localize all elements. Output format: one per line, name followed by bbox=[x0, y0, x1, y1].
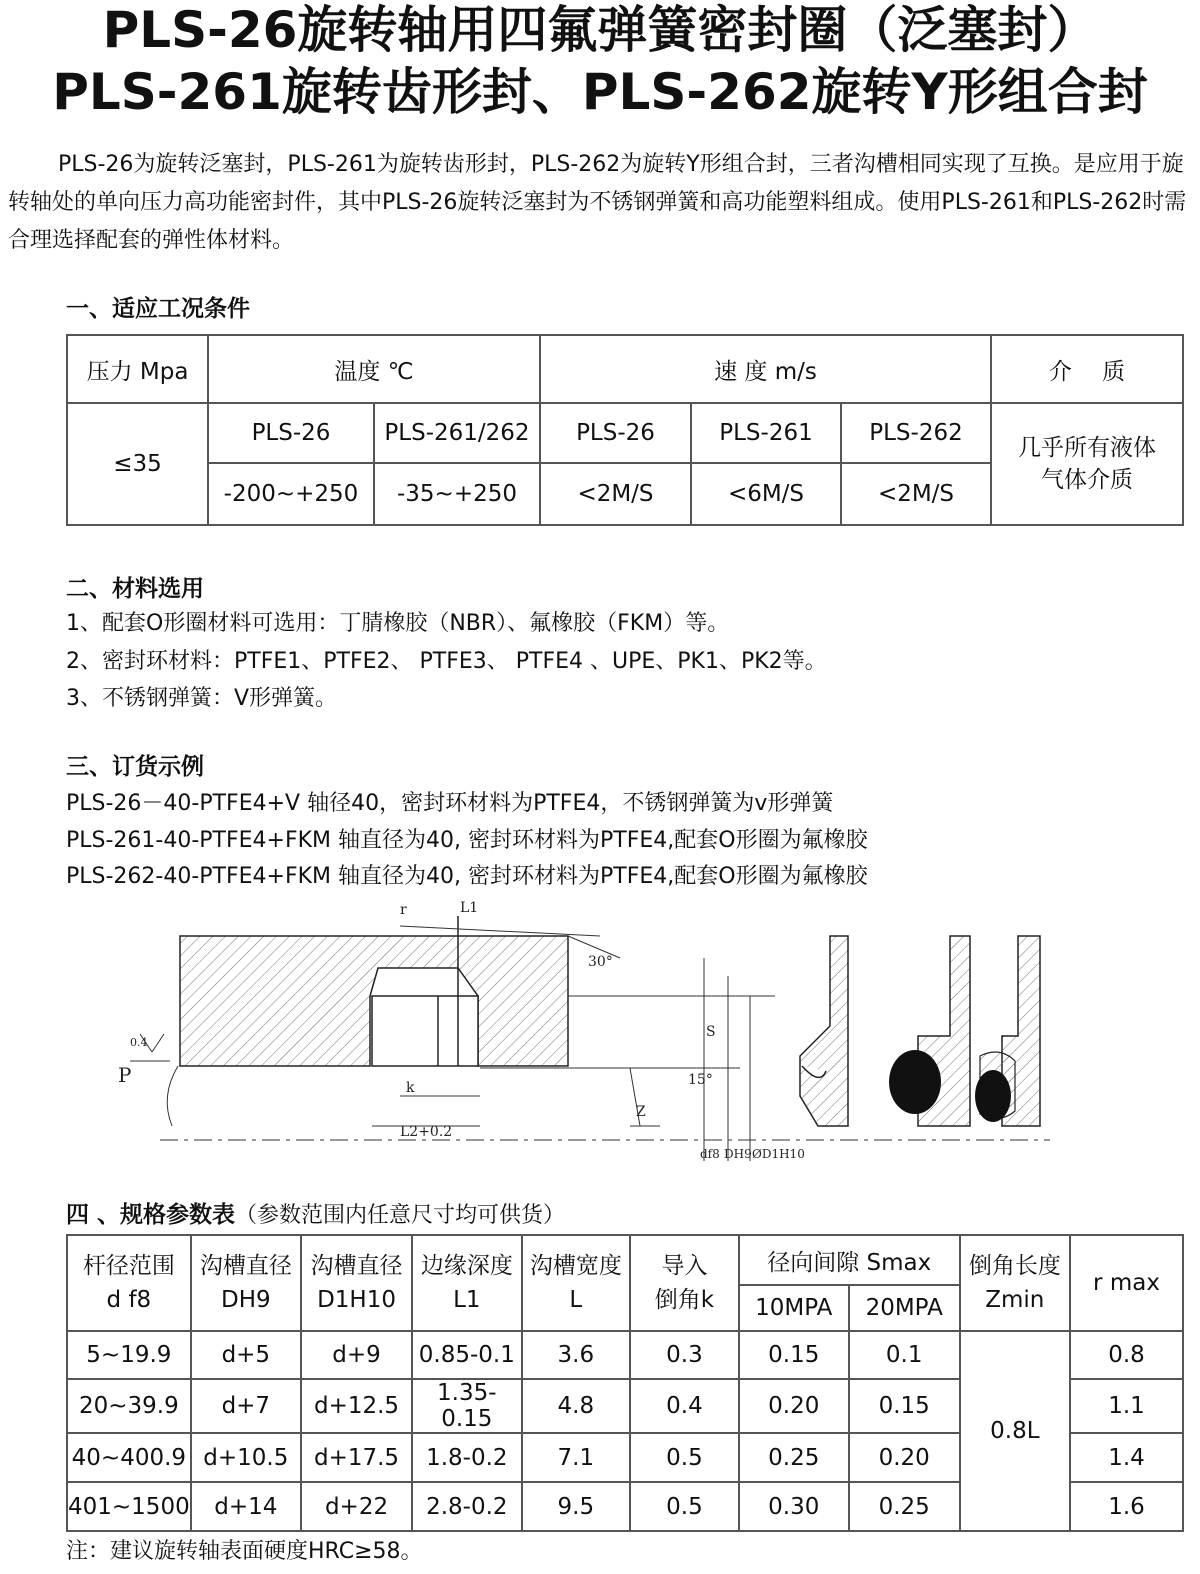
header-speed: 速 度 m/s bbox=[540, 335, 991, 403]
cell-L: 3.6 bbox=[522, 1331, 631, 1379]
spec-header-D1-2: D1H10 bbox=[317, 1287, 396, 1313]
label-r: r bbox=[400, 902, 407, 918]
cell-d: 20~39.9 bbox=[67, 1379, 191, 1433]
label-P: P bbox=[118, 1063, 132, 1087]
label-k: k bbox=[406, 1080, 415, 1096]
spec-header-k-2: 倒角k bbox=[654, 1287, 715, 1313]
spec-header-L bbox=[522, 1235, 631, 1331]
medium-line2: 气体介质 bbox=[1041, 467, 1133, 493]
speed-val-3: <2M/S bbox=[841, 463, 991, 525]
cell-k: 0.4 bbox=[630, 1379, 739, 1433]
section4-note: （参数范围内任意尺寸均可供货） bbox=[235, 1203, 566, 1228]
cell-L: 7.1 bbox=[522, 1433, 631, 1482]
groove-diagram bbox=[100, 896, 1080, 1166]
spec-header-L-1: 沟槽宽度 bbox=[529, 1253, 622, 1279]
cell-D1: d+9 bbox=[301, 1331, 412, 1379]
order-line-1: PLS-26－40-PTFE4+V 轴径40，密封环材料为PTFE4，不锈钢弹簧为v形弹簧 bbox=[66, 791, 834, 816]
order-line-2: PLS-261-40-PTFE4+FKM 轴直径为40, 密封环材料为PTFE4,配套O形圈为氟橡胶 bbox=[66, 828, 868, 853]
section1-heading: 一、适应工况条件 bbox=[66, 296, 250, 322]
speed-val-2: <6M/S bbox=[691, 463, 841, 525]
pressure-value: ≤35 bbox=[67, 403, 208, 525]
cell-D1: d+17.5 bbox=[301, 1433, 412, 1482]
section4-heading bbox=[66, 1196, 565, 1229]
temp-col-2: PLS-261/262 bbox=[374, 403, 540, 463]
label-angle15: 15° bbox=[688, 1072, 713, 1088]
spec-header-D-2: DH9 bbox=[221, 1287, 271, 1313]
spec-header-L1-1: 边缘深度 bbox=[420, 1253, 513, 1279]
label-L2: L2+0.2 bbox=[400, 1124, 453, 1140]
cell-s20: 0.1 bbox=[849, 1331, 960, 1379]
cell-rmax: 1.6 bbox=[1070, 1482, 1183, 1531]
label-L1: L1 bbox=[460, 900, 479, 916]
cell-D: d+10.5 bbox=[191, 1433, 301, 1482]
cell-L1: 1.35-0.15 bbox=[412, 1379, 521, 1433]
label-S: S bbox=[706, 1024, 716, 1040]
page-title-line1: PLS-26旋转轴用四氟弹簧密封圈（泛塞封） bbox=[102, 1, 1098, 59]
cell-D1: d+12.5 bbox=[301, 1379, 412, 1433]
section4-title: 四 、规格参数表 bbox=[66, 1202, 236, 1228]
cell-s10: 0.25 bbox=[739, 1433, 849, 1482]
spec-header-d-2: d f8 bbox=[106, 1287, 152, 1313]
cell-rmax: 1.1 bbox=[1070, 1379, 1183, 1433]
spec-header-D bbox=[191, 1235, 301, 1331]
conditions-table bbox=[66, 334, 1184, 526]
cell-D: d+7 bbox=[191, 1379, 301, 1433]
intro-paragraph bbox=[8, 146, 1190, 260]
spec-header-radial: 径向间隙 Smax bbox=[739, 1235, 960, 1285]
spec-header-D1 bbox=[301, 1235, 412, 1331]
spec-header-20mpa: 20MPA bbox=[849, 1285, 960, 1331]
cell-s20: 0.15 bbox=[849, 1379, 960, 1433]
spec-header-d bbox=[67, 1235, 191, 1331]
page-title-line2: PLS-261旋转齿形封、PLS-262旋转Y形组合封 bbox=[52, 63, 1148, 121]
spec-header-L1 bbox=[412, 1235, 521, 1331]
spec-table bbox=[66, 1234, 1184, 1532]
spec-header-D-1: 沟槽直径 bbox=[199, 1253, 292, 1279]
speed-col-2: PLS-261 bbox=[691, 403, 841, 463]
intro-text: PLS-26为旋转泛塞封，PLS-261为旋转齿形封，PLS-262为旋转Y形组合封，三者沟槽相同实现了互换。是应用于旋转轴处的单向压力高功能密封件，其中PLS-26旋转泛塞封为不锈钢弹簧和高功能塑料组成。使用PLS-261和PLS-262时需合理选择配套的弹性体材料。 bbox=[8, 152, 1187, 253]
header-medium: 介 质 bbox=[991, 335, 1183, 403]
cell-d: 5~19.9 bbox=[67, 1331, 191, 1379]
label-roughness: 0.4 bbox=[130, 1036, 148, 1049]
cell-L1: 1.8-0.2 bbox=[412, 1433, 521, 1482]
header-pressure: 压力 Mpa bbox=[67, 335, 208, 403]
cell-s20: 0.20 bbox=[849, 1433, 960, 1482]
cell-k: 0.3 bbox=[630, 1331, 739, 1379]
seal-profile-2 bbox=[889, 936, 970, 1126]
cell-d: 401~1500 bbox=[67, 1482, 191, 1531]
cell-k: 0.5 bbox=[630, 1482, 739, 1531]
cell-L: 9.5 bbox=[522, 1482, 631, 1531]
spec-header-rmax: r max bbox=[1070, 1235, 1183, 1331]
temp-val-1: -200~+250 bbox=[208, 463, 374, 525]
label-Z: Z bbox=[636, 1104, 646, 1120]
spec-header-D1-1: 沟槽直径 bbox=[310, 1253, 403, 1279]
cell-k: 0.5 bbox=[630, 1433, 739, 1482]
spec-header-d-1: 杆径范围 bbox=[82, 1253, 175, 1279]
footnote: 注：建议旋转轴表面硬度HRC≥58。 bbox=[66, 1539, 423, 1564]
temp-val-2: -35~+250 bbox=[374, 463, 540, 525]
cell-s20: 0.25 bbox=[849, 1482, 960, 1531]
header-temperature: 温度 ℃ bbox=[208, 335, 540, 403]
seal-profile-1 bbox=[800, 936, 848, 1126]
spec-header-L-2: L bbox=[569, 1287, 583, 1313]
material-line-2: 2、密封环材料：PTFE1、PTFE2、 PTFE3、 PTFE4 、UPE、PK1、PK2等。 bbox=[66, 649, 827, 674]
spec-row bbox=[67, 1331, 1183, 1379]
temp-col-1: PLS-26 bbox=[208, 403, 374, 463]
cell-s10: 0.15 bbox=[739, 1331, 849, 1379]
cell-s10: 0.20 bbox=[739, 1379, 849, 1433]
spec-header-zmin bbox=[960, 1235, 1070, 1331]
speed-col-1: PLS-26 bbox=[540, 403, 691, 463]
cell-L1: 0.85-0.1 bbox=[412, 1331, 521, 1379]
spec-header-k bbox=[630, 1235, 739, 1331]
cell-D1: d+22 bbox=[301, 1482, 412, 1531]
cell-L1: 2.8-0.2 bbox=[412, 1482, 521, 1531]
spec-header-zmin-1: 倒角长度 bbox=[968, 1253, 1061, 1279]
medium-value bbox=[991, 403, 1183, 525]
speed-col-3: PLS-262 bbox=[841, 403, 991, 463]
order-line-3: PLS-262-40-PTFE4+FKM 轴直径为40, 密封环材料为PTFE4,配套O形圈为氟橡胶 bbox=[66, 864, 868, 889]
material-line-3: 3、不锈钢弹簧：V形弹簧。 bbox=[66, 686, 338, 711]
cell-zmin: 0.8L bbox=[960, 1331, 1070, 1531]
spec-header-zmin-2: Zmin bbox=[985, 1287, 1045, 1313]
label-df8: df8 bbox=[700, 1147, 720, 1161]
cell-D: d+14 bbox=[191, 1482, 301, 1531]
spec-header-10mpa: 10MPA bbox=[739, 1285, 849, 1331]
material-line-1: 1、配套O形圈材料可选用：丁腈橡胶（NBR）、氟橡胶（FKM）等。 bbox=[66, 611, 730, 636]
speed-val-1: <2M/S bbox=[540, 463, 691, 525]
cell-s10: 0.30 bbox=[739, 1482, 849, 1531]
cell-L: 4.8 bbox=[522, 1379, 631, 1433]
section2-heading: 二、材料选用 bbox=[66, 576, 204, 602]
medium-line1: 几乎所有液体 bbox=[1018, 435, 1156, 461]
seal-profile-3 bbox=[975, 936, 1040, 1126]
label-DH9: DH9 bbox=[724, 1147, 752, 1161]
label-D1H10: ØD1H10 bbox=[752, 1147, 805, 1161]
cell-D: d+5 bbox=[191, 1331, 301, 1379]
cell-rmax: 1.4 bbox=[1070, 1433, 1183, 1482]
spec-header-k-1: 导入 bbox=[661, 1253, 708, 1279]
spec-header-L1-2: L1 bbox=[453, 1287, 481, 1313]
label-angle30: 30° bbox=[588, 954, 613, 970]
cell-d: 40~400.9 bbox=[67, 1433, 191, 1482]
section3-heading: 三、订货示例 bbox=[66, 754, 204, 780]
cell-rmax: 0.8 bbox=[1070, 1331, 1183, 1379]
